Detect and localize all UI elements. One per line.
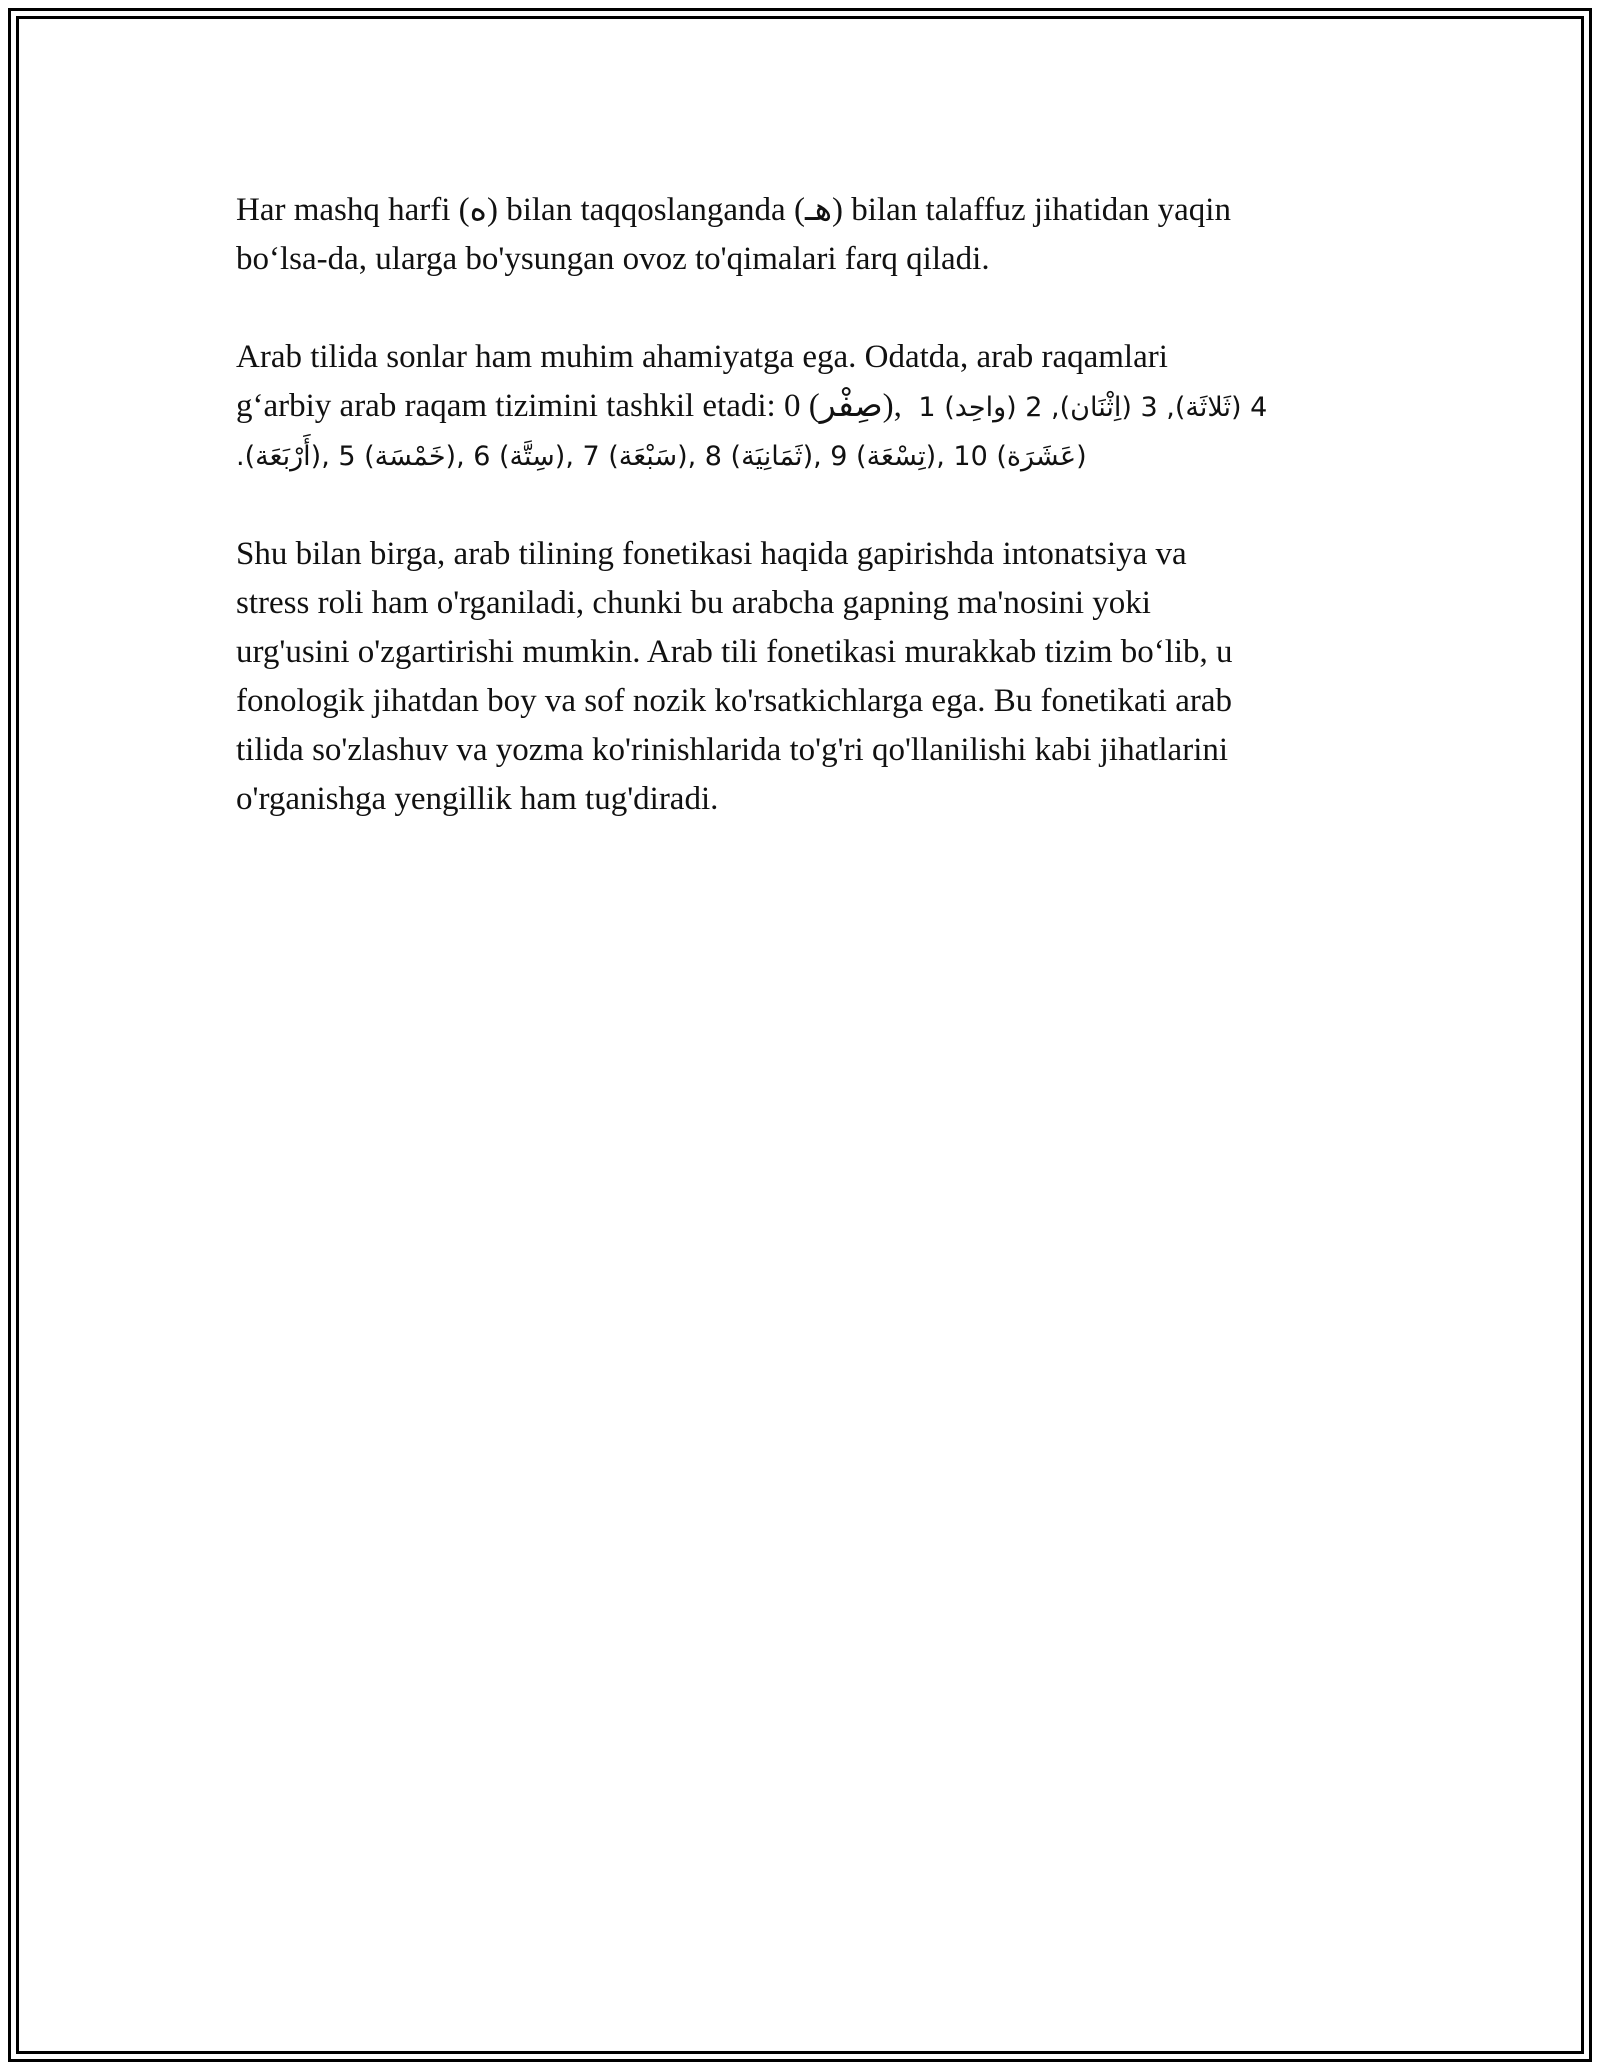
paragraph-3-line-5: tilida so'zlashuv va yozma ko'rinishlarida to'g'ri qo'llanilishi kabi jihatlarini	[236, 732, 1229, 768]
paragraph-1-line-1: Har mashq harfi (ه) bilan taqqoslanganda (هـ) bilan talaffuz jihatidan yaqin	[236, 192, 1231, 228]
document-body	[236, 186, 1366, 873]
paragraph-2-line-3: (عَشَرَة) 10 ,(تِسْعَة) 9 ,(ثَمَانِيَة) 8 ,(سَبْعَة) 7 ,(سِتَّة) 6 ,(خَمْسَة) 5 ,(أَرْبَعَة).	[236, 441, 1087, 472]
paragraph-2-line-2-arabic: 4 (ثَلاثَة), 3 (اِثْنَان), 2 (واحِد) 1	[918, 392, 1268, 423]
paragraph-2-line-1: Arab tilida sonlar ham muhim ahamiyatga ega. Odatda, arab raqamlari	[236, 339, 1168, 375]
paragraph-3-line-2: stress roli ham o'rganiladi, chunki bu arabcha gapning ma'nosini yoki	[236, 585, 1151, 621]
paragraph-3-line-6: o'rganishga yengillik ham tug'diradi.	[236, 781, 719, 817]
paragraph-3-line-1: Shu bilan birga, arab tilining fonetikasi haqida gapirishda intonatsiya va	[236, 536, 1187, 572]
paragraph-1-line-2: bo‘lsa-da, ularga bo'ysungan ovoz to'qimalari farq qiladi.	[236, 241, 990, 277]
paragraph-3	[236, 530, 1366, 824]
paragraph-2	[236, 333, 1366, 481]
paragraph-3-line-4: fonologik jihatdan boy va sof nozik ko'rsatkichlarga ega. Bu fonetikati arab	[236, 683, 1232, 719]
paragraph-1	[236, 186, 1366, 284]
paragraph-2-line-2-text: g‘arbiy arab raqam tizimini tashkil etadi: 0 (صِفْر),	[236, 388, 902, 424]
paragraph-3-line-3: urg'usini o'zgartirishi mumkin. Arab tili fonetikasi murakkab tizim bo‘lib, u	[236, 634, 1233, 670]
paragraph-2-line-2	[236, 382, 1366, 432]
